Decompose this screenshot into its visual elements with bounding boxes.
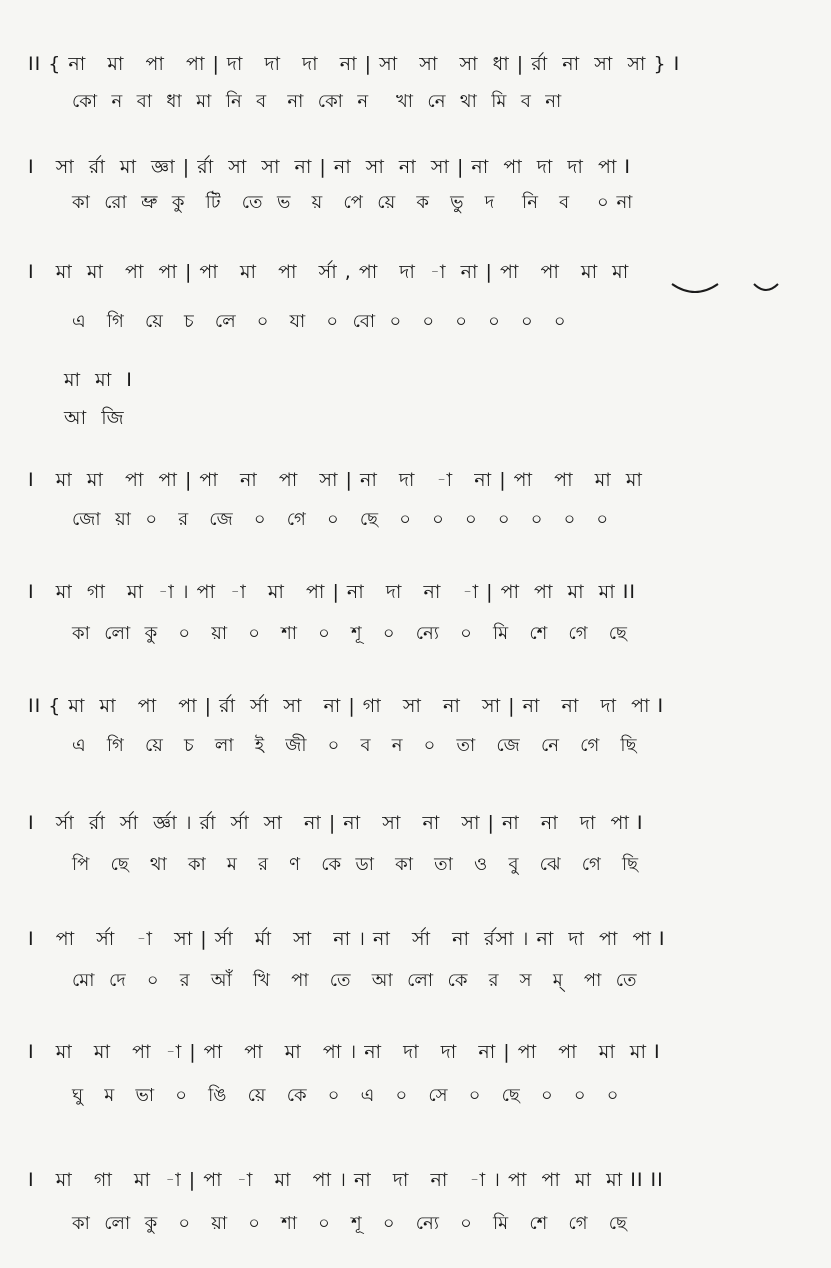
lyric-line: এ গি য়ে চ লে ০ যা ০ বো ০ ০ ০ ০ ০ ০ [72, 311, 567, 332]
lyric-line: ঘু ম ভা ০ ঙি য়ে কে ০ এ ০ সে ০ ছে ০ ০ ০ [72, 1085, 620, 1106]
lyric-line: কা লো কু ০ য়া ০ শা ০ শূ ০ ন্যে ০ মি শে গে ছে [72, 623, 628, 644]
swara-line: I মা মা পা -া | পা পা মা পা । না দা দা না | পা পা মা মা I [28, 1041, 661, 1063]
swara-line: I মা মা পা পা | পা না পা সা | না দা -া না | পা পা মা মা [28, 469, 643, 491]
swara-line: I মা গা মা -া | পা -া মা পা । না দা না -া । পা পা মা মা II II [28, 1169, 664, 1191]
lyric-line: জো য়া ০ র জে ০ গে ০ ছে ০ ০ ০ ০ ০ ০ ০ [72, 509, 610, 530]
swara-line: II { মা মা পা পা | র্রা র্সা সা না | গা সা না সা | না না দা পা I [28, 695, 665, 717]
swara-line: I পা র্সা -া সা | র্সা র্মা সা না । না র্সা না র্রসা । না দা পা পা I [28, 928, 666, 950]
lyric-line: পি ছে থা কা ম র ণ কে ডা কা তা ও বু ঝে গে ছি [72, 854, 640, 875]
swara-line: I সা র্রা মা জ্ঞা | র্রা সা সা না | না সা না সা | না পা দা দা পা I [28, 156, 632, 178]
slur-marks [668, 280, 780, 304]
swara-line: II { না মা পা পা | দা দা দা না | সা সা সা ধা | র্রা না সা সা } I [28, 53, 681, 75]
lyric-line: কা রো ভ্রু কু টি তে ভ য় পে য়ে ক ভু দ নি ব ০ না [72, 192, 634, 213]
swara-line: মা মা I [64, 369, 133, 391]
swara-line: I মা মা পা পা | পা মা পা র্সা , পা দা -া না | পা পা মা মা [28, 261, 630, 283]
swara-line: I মা গা মা -া । পা -া মা পা | না দা না -া | পা পা মা মা II [28, 581, 636, 603]
slur-mark [754, 284, 778, 290]
swara-line: I র্সা র্রা র্সা র্জ্ঞা । র্রা র্সা সা না | না সা না সা | না না দা পা I [28, 812, 644, 834]
lyric-line: মো দে ০ র আঁ খি পা তে আ লো কে র স ম্ পা তে [72, 970, 638, 991]
lyric-line: কো ন বা ধা মা নি ব না কো ন খা নে থা মি ব না [72, 91, 563, 112]
lyric-line: এ গি য়ে চ লা ই জী ০ ব ন ০ তা জে নে গে ছি [72, 735, 638, 756]
lyric-line: কা লো কু ০ য়া ০ শা ০ শূ ০ ন্যে ০ মি শে গে ছে [72, 1213, 628, 1234]
lyric-line: আ জি [64, 407, 125, 429]
slur-mark [672, 284, 718, 292]
